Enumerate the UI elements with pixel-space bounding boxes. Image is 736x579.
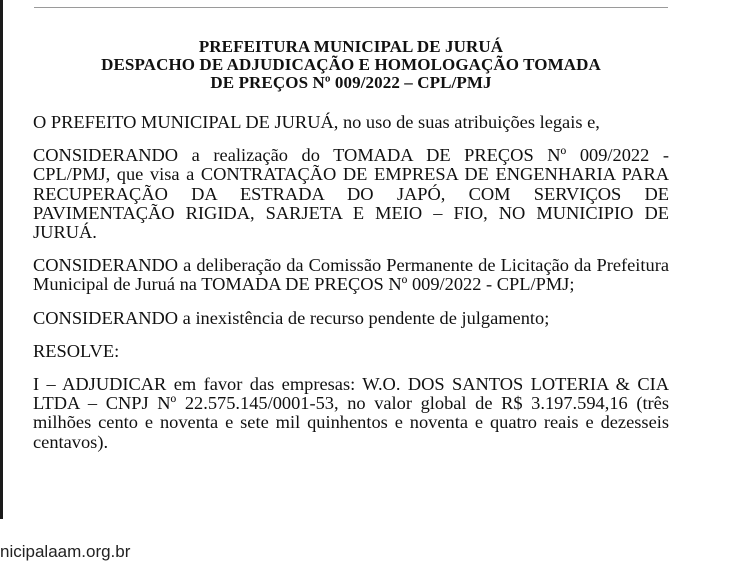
resolve-heading: RESOLVE: [33,340,120,361]
considerando-paragraph-1: CONSIDERANDO a realização do TOMADA DE PREÇOS Nº 009/2022 - CPL/PMJ, que visa a CONTRATAÇÃO DE EMPRESA DE ENGENHARIA PARA RECUPERAÇÃO DA ESTRADA DO JAPÓ, COM SERVIÇOS DE PAVIMENTAÇÃO RIGIDA, SARJETA E MEIO – FIO, NO MUNICIPIO DE JURUÁ. [33,145,669,243]
document-header [33,38,669,92]
page-top-divider [34,7,668,8]
considerando-paragraph-2: CONSIDERANDO a deliberação da Comissão Permanente de Licitação da Prefeitura Municipal de Juruá na TOMADA DE PREÇOS Nº 009/2022 - CPL/PMJ; [33,255,669,295]
considerando-paragraph-3: CONSIDERANDO a inexistência de recurso pendente de julgamento; [33,307,550,328]
adjudication-item-1: I – ADJUDICAR em favor das empresas: W.O. DOS SANTOS LOTERIA & CIA LTDA – CNPJ Nº 22.575.145/0001-53, no valor global de R$ 3.197.594,16 (três milhões cento e noventa e sete mil quinhentos e noventa e quatro reais e dezesseis centavos). [33,374,669,452]
page-left-border [0,0,3,519]
footer-url-text: nicipalaam.org.br [0,542,131,561]
document-page [33,38,669,466]
intro-paragraph: O PREFEITO MUNICIPAL DE JURUÁ, no uso de suas atribuições legais e, [33,112,600,132]
header-title-line-2: DESPACHO DE ADJUDICAÇÃO E HOMOLOGAÇÃO TOMADA [101,55,601,74]
header-title-line-1: PREFEITURA MUNICIPAL DE JURUÁ [198,37,504,56]
header-title-line-3: DE PREÇOS Nº 009/2022 – CPL/PMJ [210,73,492,92]
